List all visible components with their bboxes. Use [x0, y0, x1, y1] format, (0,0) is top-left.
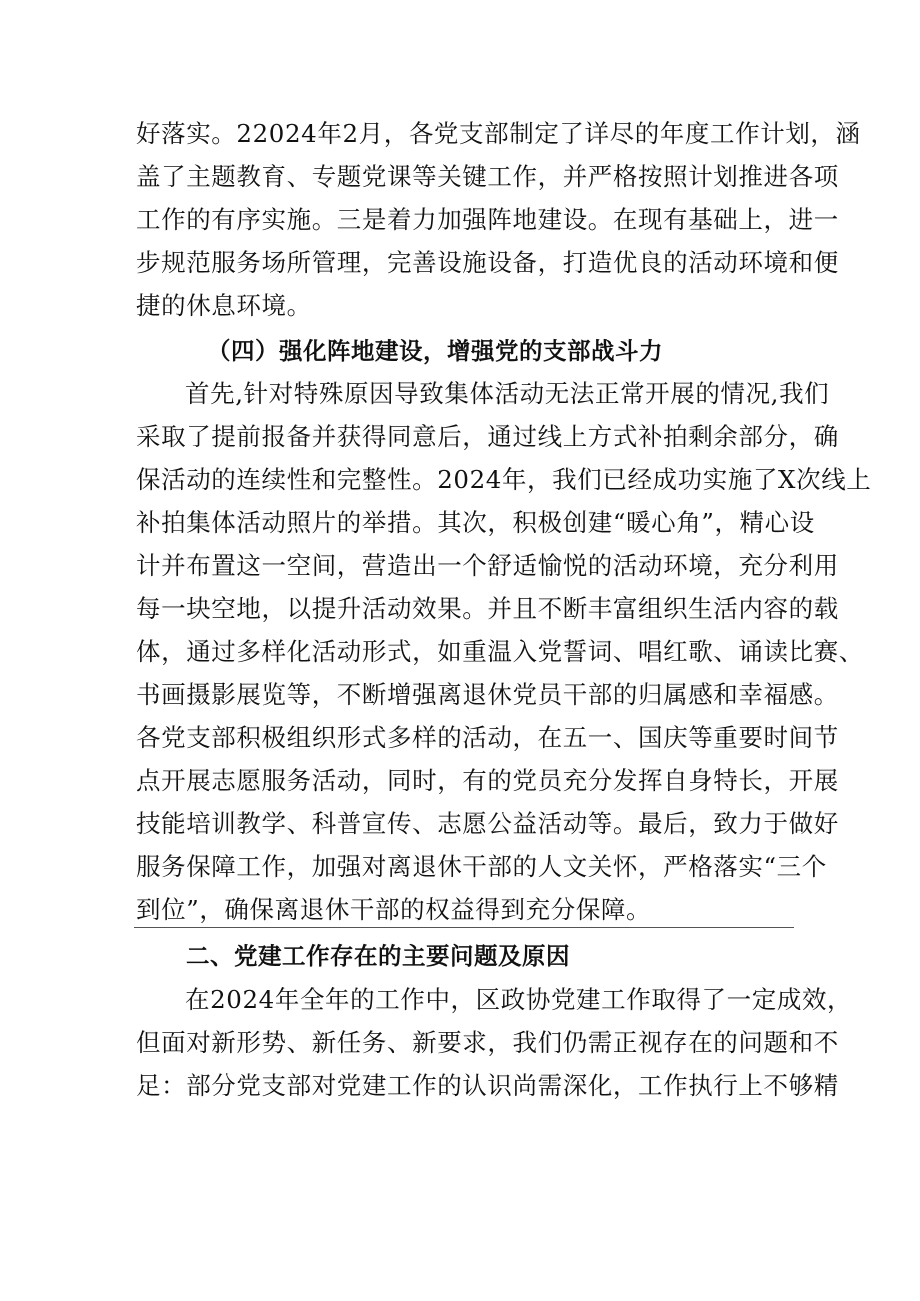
- paragraph-2-line-13: 到位”，确保离退休干部的权益得到充分保障。: [136, 895, 652, 924]
- paragraph-1-line-5: 捷的休息环境。: [136, 291, 312, 320]
- section-2-heading: 二、党建工作存在的主要问题及原因: [186, 942, 570, 970]
- paragraph-2-line-7: 体，通过多样化活动形式，如重温入党誓词、唱红歌、诵读比赛、: [136, 637, 864, 666]
- paragraph-3-line-2: 但面对新形势、新任务、新要求，我们仍需正视存在的问题和不: [136, 1028, 839, 1057]
- paragraph-3-line-1: 在2024年全年的工作中，区政协党建工作取得了一定成效，: [185, 985, 853, 1014]
- paragraph-2-line-12: 服务保障工作，加强对离退休干部的人文关怀，严格落实“三个: [136, 852, 827, 881]
- paragraph-2-line-11: 技能培训教学、科普宣传、志愿公益活动等。最后，致力于做好: [136, 809, 839, 838]
- paragraph-2-line-3: 保活动的连续性和完整性。2024年，我们已经成功实施了X次线上: [136, 465, 872, 494]
- paragraph-2-line-5: 计并布置这一空间，营造出一个舒适愉悦的活动环境，充分利用: [136, 551, 839, 580]
- paragraph-2-line-1: 首先,针对特殊原因导致集体活动无法正常开展的情况,我们: [185, 379, 830, 408]
- paragraph-2-line-6: 每一块空地，以提升活动效果。并且不断丰富组织生活内容的载: [136, 594, 839, 623]
- paragraph-1-line-2: 盖了主题教育、专题党课等关键工作，并严格按照计划推进各项: [136, 162, 839, 191]
- paragraph-2-line-9: 各党支部积极组织形式多样的活动，在五一、国庆等重要时间节: [136, 723, 839, 752]
- paragraph-1-line-3: 工作的有序实施。三是着力加强阵地建设。在现有基础上，进一: [136, 205, 839, 234]
- paragraph-2-line-8: 书画摄影展览等，不断增强离退休党员干部的归属感和幸福感。: [136, 680, 839, 709]
- paragraph-1-line-4: 步规范服务场所管理，完善设施设备，打造优良的活动环境和便: [136, 248, 839, 277]
- section-4-heading: （四）强化阵地建设，增强党的支部战斗力: [207, 337, 663, 365]
- paragraph-2-line-10: 点开展志愿服务活动，同时，有的党员充分发挥自身特长，开展: [136, 766, 839, 795]
- paragraph-3-line-3: 足：部分党支部对党建工作的认识尚需深化，工作执行上不够精: [136, 1071, 839, 1100]
- paragraph-2-line-2: 采取了提前报备并获得同意后，通过线上方式补拍剩余部分，确: [136, 422, 839, 451]
- section-divider: [134, 927, 794, 928]
- paragraph-1-line-1: 好落实。22024年2月，各党支部制定了详尽的年度工作计划，涵: [136, 119, 861, 148]
- paragraph-2-line-4: 补拍集体活动照片的举措。其次，积极创建“暖心角”，精心设: [136, 508, 815, 537]
